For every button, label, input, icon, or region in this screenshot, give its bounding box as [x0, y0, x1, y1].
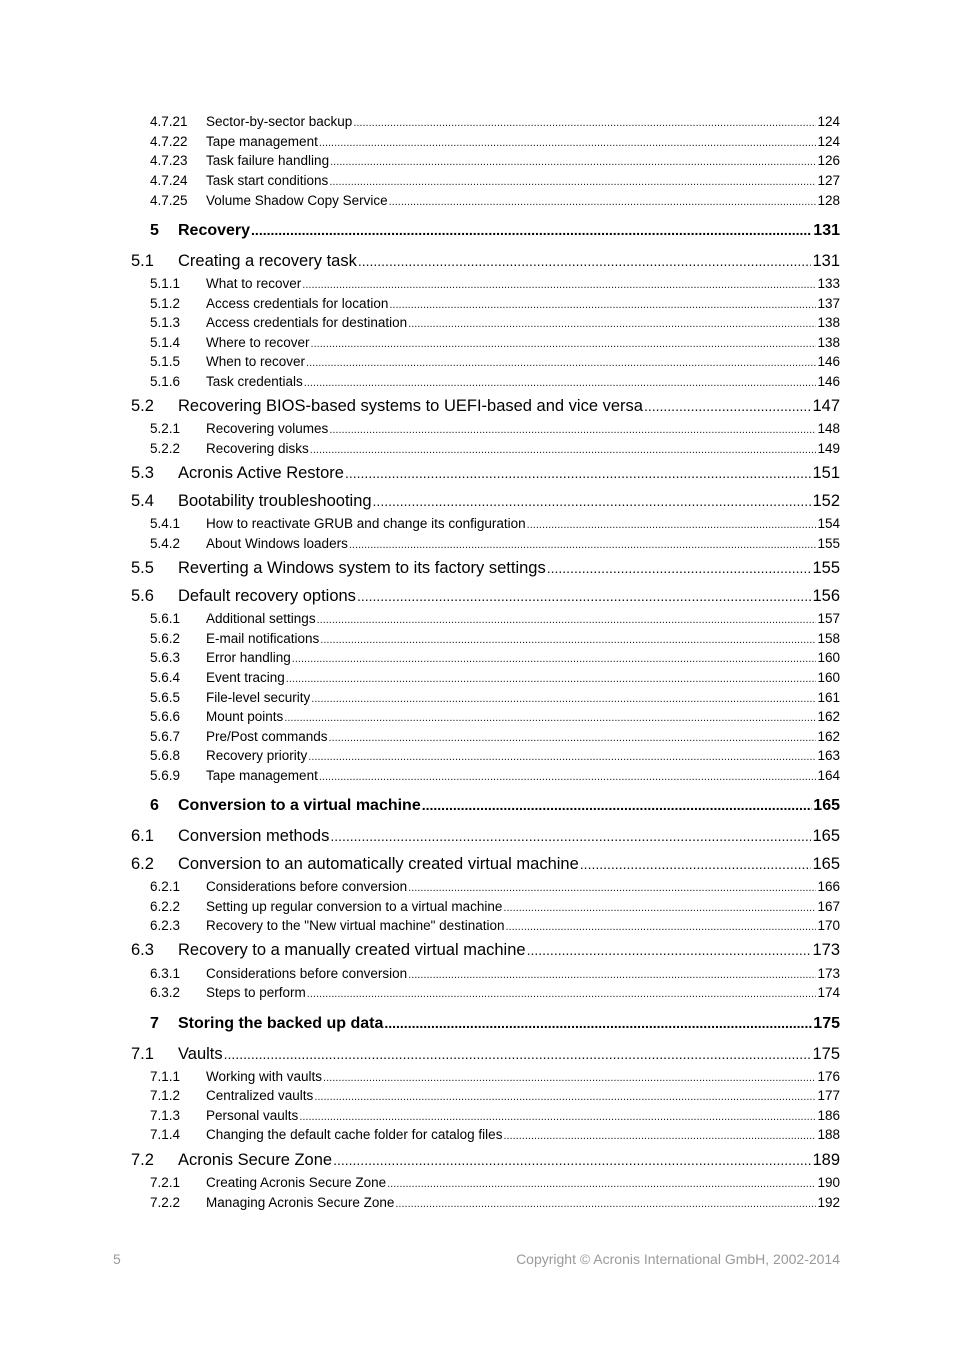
toc-dot-leader	[304, 377, 817, 389]
toc-entry-page: 164	[817, 768, 840, 783]
toc-entry-title: Bootability troubleshooting	[178, 492, 372, 510]
toc-subsection-entry[interactable]	[150, 918, 840, 938]
toc-entry-title: Creating a recovery task	[178, 252, 357, 270]
toc-dot-leader	[320, 634, 816, 646]
toc-subsection-entry[interactable]	[150, 709, 840, 729]
toc-dot-leader	[422, 797, 813, 813]
toc-dot-leader	[306, 357, 816, 369]
toc-entry-number: 5.5	[131, 559, 178, 578]
toc-entry-number: 4.7.25	[150, 193, 206, 208]
toc-entry-title: Reverting a Windows system to its factory settings	[178, 559, 546, 577]
toc-entry-number: 4.7.21	[150, 114, 206, 129]
toc-entry-page: 175	[812, 1045, 840, 1063]
toc-subsection-entry[interactable]	[150, 1175, 840, 1195]
toc-entry-title: Mount points	[206, 709, 284, 724]
toc-entry-page: 147	[812, 397, 840, 415]
toc-entry-page: 175	[813, 1015, 840, 1032]
toc-entry-page: 165	[813, 797, 840, 814]
toc-entry-number: 5.1.4	[150, 335, 206, 350]
toc-entry-page: 190	[817, 1175, 840, 1190]
toc-entry-page: 151	[812, 464, 840, 482]
toc-entry-title: Tape management	[206, 134, 318, 149]
toc-dot-leader	[323, 1072, 816, 1084]
toc-entry-page: 161	[817, 690, 840, 705]
toc-entry-title: Changing the default cache folder for catalog files	[206, 1127, 503, 1142]
toc-entry-page: 146	[817, 374, 840, 389]
toc-dot-leader	[302, 279, 816, 291]
toc-dot-leader	[319, 137, 817, 149]
toc-entry-title: Sector-by-sector backup	[206, 114, 353, 129]
toc-entry-title: Where to recover	[206, 335, 310, 350]
toc-subsection-entry[interactable]	[150, 441, 840, 461]
toc-chapter-entry[interactable]	[150, 222, 840, 246]
toc-entry-page: 165	[812, 855, 840, 873]
toc-entry-page: 173	[817, 966, 840, 981]
toc-entry-title: File-level security	[206, 690, 311, 705]
toc-subsection-entry[interactable]	[150, 748, 840, 768]
toc-entry-page: 166	[817, 879, 840, 894]
toc-entry-page: 152	[812, 492, 840, 510]
toc-entry-number: 7.2	[131, 1151, 178, 1170]
toc-entry-page: 167	[817, 899, 840, 914]
toc-subsection-entry[interactable]	[150, 966, 840, 986]
toc-dot-leader	[527, 942, 812, 958]
toc-entry-title: Pre/Post commands	[206, 729, 328, 744]
toc-entry-page: 154	[817, 516, 840, 531]
toc-dot-leader	[353, 117, 816, 129]
toc-entry-number: 5.3	[131, 464, 178, 483]
toc-entry-title: Conversion to a virtual machine	[178, 797, 421, 814]
toc-dot-leader	[286, 673, 817, 685]
toc-entry-number: 6.2.1	[150, 879, 206, 894]
toc-dot-leader	[408, 969, 816, 981]
toc-subsection-entry[interactable]	[150, 650, 840, 670]
toc-entry-number: 5.2.2	[150, 441, 206, 456]
toc-entry-page: 165	[812, 827, 840, 845]
toc-entry-page: 128	[817, 193, 840, 208]
toc-dot-leader	[345, 465, 811, 481]
toc-subsection-entry[interactable]	[150, 729, 840, 749]
toc-entry-title: E-mail notifications	[206, 631, 320, 646]
toc-entry-number: 6.2.3	[150, 918, 206, 933]
toc-subsection-entry[interactable]	[150, 516, 840, 536]
toc-section-entry[interactable]	[131, 252, 840, 276]
toc-entry-page: 131	[812, 252, 840, 270]
toc-entry-page: 160	[817, 650, 840, 665]
toc-dot-leader	[314, 1091, 816, 1103]
toc-entry-number: 7	[150, 1015, 178, 1033]
toc-entry-page: 149	[817, 441, 840, 456]
toc-dot-leader	[310, 444, 817, 456]
toc-entry-title: Managing Acronis Secure Zone	[206, 1195, 395, 1210]
toc-dot-leader	[358, 253, 812, 269]
toc-entry-title: Task failure handling	[206, 153, 330, 168]
toc-entry-number: 5.1.1	[150, 276, 206, 291]
toc-entry-number: 5.1.6	[150, 374, 206, 389]
toc-entry-title: Recovering BIOS-based systems to UEFI-based and vice versa	[178, 397, 643, 415]
toc-entry-title: Volume Shadow Copy Service	[206, 193, 388, 208]
toc-dot-leader	[547, 560, 812, 576]
toc-dot-leader	[349, 539, 817, 551]
toc-dot-leader	[357, 588, 812, 604]
toc-entry-page: 192	[817, 1195, 840, 1210]
toc-entry-page: 148	[817, 421, 840, 436]
toc-entry-number: 6.2.2	[150, 899, 206, 914]
toc-subsection-entry[interactable]	[150, 1127, 840, 1147]
toc-section-entry[interactable]	[131, 1045, 840, 1069]
toc-entry-number: 4.7.22	[150, 134, 206, 149]
toc-dot-leader	[384, 1015, 812, 1031]
toc-section-entry[interactable]	[131, 397, 840, 421]
toc-dot-leader	[311, 693, 816, 705]
toc-entry-page: 162	[817, 709, 840, 724]
toc-entry-title: Error handling	[206, 650, 291, 665]
toc-entry-page: 155	[812, 559, 840, 577]
toc-dot-leader	[308, 751, 816, 763]
toc-entry-title: Recovering volumes	[206, 421, 329, 436]
toc-dot-leader	[251, 222, 812, 238]
toc-dot-leader	[307, 988, 817, 1000]
toc-entry-title: Access credentials for location	[206, 296, 389, 311]
toc-entry-number: 6.2	[131, 855, 178, 874]
toc-entry-page: 127	[817, 173, 840, 188]
toc-entry-number: 7.1.1	[150, 1069, 206, 1084]
toc-entry-title: Recovery to the "New virtual machine" destination	[206, 918, 505, 933]
toc-subsection-entry[interactable]	[150, 768, 840, 788]
toc-subsection-entry[interactable]	[150, 276, 840, 296]
toc-dot-leader	[389, 196, 817, 208]
toc-entry-number: 5.6.4	[150, 670, 206, 685]
toc-entry-page: 160	[817, 670, 840, 685]
toc-subsection-entry[interactable]	[150, 690, 840, 710]
toc-entry-page: 131	[813, 222, 840, 239]
toc-entry-page: 186	[817, 1108, 840, 1123]
toc-subsection-entry[interactable]	[150, 296, 840, 316]
toc-section-entry[interactable]	[131, 855, 840, 879]
toc-entry-title: Considerations before conversion	[206, 966, 408, 981]
toc-dot-leader	[329, 176, 816, 188]
toc-dot-leader	[317, 614, 817, 626]
toc-entry-title: Vaults	[178, 1045, 223, 1063]
toc-entry-page: 170	[817, 918, 840, 933]
toc-entry-page: 157	[817, 611, 840, 626]
toc-entry-number: 5.1.2	[150, 296, 206, 311]
toc-entry-title: Creating Acronis Secure Zone	[206, 1175, 387, 1190]
toc-entry-title: Recovering disks	[206, 441, 309, 456]
toc-entry-number: 5.6.9	[150, 768, 206, 783]
toc-dot-leader	[299, 1111, 816, 1123]
toc-subsection-entry[interactable]	[150, 335, 840, 355]
toc-entry-page: 158	[817, 631, 840, 646]
toc-entry-number: 6.3	[131, 941, 178, 960]
toc-subsection-entry[interactable]	[150, 631, 840, 651]
toc-subsection-entry[interactable]	[150, 985, 840, 1005]
toc-section-entry[interactable]	[131, 492, 840, 516]
toc-dot-leader	[644, 398, 812, 414]
toc-entry-page: 133	[817, 276, 840, 291]
toc-entry-number: 4.7.23	[150, 153, 206, 168]
toc-dot-leader	[503, 902, 816, 914]
toc-dot-leader	[311, 338, 817, 350]
toc-entry-title: What to recover	[206, 276, 302, 291]
toc-entry-number: 5.6.7	[150, 729, 206, 744]
toc-chapter-entry[interactable]	[150, 797, 840, 821]
toc-subsection-entry[interactable]	[150, 1195, 840, 1215]
toc-entry-title: Additional settings	[206, 611, 316, 626]
toc-section-entry[interactable]	[131, 559, 840, 583]
toc-subsection-entry[interactable]	[150, 354, 840, 374]
toc-entry-number: 7.1.2	[150, 1088, 206, 1103]
toc-dot-leader	[224, 1046, 812, 1062]
toc-entry-page: 138	[817, 315, 840, 330]
toc-entry-title: Storing the backed up data	[178, 1015, 384, 1032]
toc-dot-leader	[408, 318, 816, 330]
toc-subsection-entry[interactable]	[150, 153, 840, 173]
toc-entry-number: 7.1	[131, 1045, 178, 1064]
toc-entry-page: 146	[817, 354, 840, 369]
toc-entry-number: 5.2	[131, 397, 178, 416]
footer-page-number: 5	[113, 1251, 121, 1267]
toc-entry-title: Conversion methods	[178, 827, 330, 845]
toc-entry-page: 177	[817, 1088, 840, 1103]
toc-entry-page: 162	[817, 729, 840, 744]
toc-entry-number: 5.6.2	[150, 631, 206, 646]
toc-section-entry[interactable]	[131, 941, 840, 965]
toc-entry-title: Task credentials	[206, 374, 303, 389]
toc-entry-title: About Windows loaders	[206, 536, 348, 551]
toc-subsection-entry[interactable]	[150, 114, 840, 134]
toc-entry-number: 5.2.1	[150, 421, 206, 436]
toc-entry-title: Setting up regular conversion to a virtual machine	[206, 899, 503, 914]
toc-entry-title: Steps to perform	[206, 985, 306, 1000]
toc-entry-number: 5.4.2	[150, 536, 206, 551]
toc-section-entry[interactable]	[131, 464, 840, 488]
toc-section-entry[interactable]	[131, 1151, 840, 1175]
toc-dot-leader	[319, 771, 817, 783]
toc-entry-number: 5.6.1	[150, 611, 206, 626]
toc-section-entry[interactable]	[131, 827, 840, 851]
toc-subsection-entry[interactable]	[150, 1069, 840, 1089]
toc-entry-number: 7.1.4	[150, 1127, 206, 1142]
toc-entry-number: 5.6.8	[150, 748, 206, 763]
toc-entry-number: 5.4.1	[150, 516, 206, 531]
toc-entry-page: 174	[817, 985, 840, 1000]
toc-subsection-entry[interactable]	[150, 374, 840, 394]
toc-dot-leader	[408, 882, 816, 894]
toc-subsection-entry[interactable]	[150, 670, 840, 690]
toc-subsection-entry[interactable]	[150, 315, 840, 335]
toc-dot-leader	[373, 493, 812, 509]
toc-entry-number: 4.7.24	[150, 173, 206, 188]
toc-entry-page: 155	[817, 536, 840, 551]
toc-entry-page: 138	[817, 335, 840, 350]
toc-entry-title: Recovery to a manually created virtual machine	[178, 941, 526, 959]
toc-dot-leader	[330, 828, 811, 844]
toc-dot-leader	[333, 1152, 811, 1168]
toc-entry-title: Considerations before conversion	[206, 879, 408, 894]
toc-entry-number: 5.6.5	[150, 690, 206, 705]
toc-dot-leader	[329, 424, 816, 436]
toc-entry-number: 6	[150, 797, 178, 815]
toc-entry-title: Personal vaults	[206, 1108, 299, 1123]
toc-entry-page: 124	[817, 134, 840, 149]
toc-entry-page: 124	[817, 114, 840, 129]
toc-entry-title: Default recovery options	[178, 587, 356, 605]
toc-entry-number: 5.4	[131, 492, 178, 511]
toc-entry-number: 6.3.1	[150, 966, 206, 981]
toc-entry-page: 176	[817, 1069, 840, 1084]
toc-subsection-entry[interactable]	[150, 536, 840, 556]
toc-subsection-entry[interactable]	[150, 1088, 840, 1108]
toc-dot-leader	[395, 1198, 816, 1210]
toc-entry-number: 5.6.3	[150, 650, 206, 665]
toc-subsection-entry[interactable]	[150, 611, 840, 631]
toc-entry-number: 7.2.1	[150, 1175, 206, 1190]
toc-entry-number: 7.2.2	[150, 1195, 206, 1210]
toc-dot-leader	[389, 299, 816, 311]
toc-entry-number: 5.6.6	[150, 709, 206, 724]
toc-entry-page: 137	[817, 296, 840, 311]
toc-entry-title: Tape management	[206, 768, 318, 783]
toc-entry-page: 188	[817, 1127, 840, 1142]
footer-copyright: Copyright © Acronis International GmbH, 2002-2014	[516, 1251, 840, 1267]
toc-entry-title: How to reactivate GRUB and change its configuration	[206, 516, 526, 531]
toc-dot-leader	[330, 156, 816, 168]
toc-entry-title: Working with vaults	[206, 1069, 323, 1084]
toc-entry-number: 6.3.2	[150, 985, 206, 1000]
toc-entry-number: 5.1.5	[150, 354, 206, 369]
toc-section-entry[interactable]	[131, 587, 840, 611]
toc-subsection-entry[interactable]	[150, 879, 840, 899]
toc-dot-leader	[284, 712, 816, 724]
toc-entry-title: Acronis Secure Zone	[178, 1151, 333, 1169]
toc-entry-page: 173	[812, 941, 840, 959]
toc-dot-leader	[505, 921, 816, 933]
toc-entry-page: 126	[817, 153, 840, 168]
toc-entry-title: Recovery	[178, 222, 251, 239]
toc-entry-title: Recovery priority	[206, 748, 308, 763]
toc-subsection-entry[interactable]	[150, 421, 840, 441]
toc-entry-title: Centralized vaults	[206, 1088, 314, 1103]
toc-subsection-entry[interactable]	[150, 899, 840, 919]
toc-dot-leader	[329, 732, 817, 744]
toc-subsection-entry[interactable]	[150, 1108, 840, 1128]
toc-entry-number: 5	[150, 222, 178, 240]
toc-subsection-entry[interactable]	[150, 193, 840, 213]
toc-dot-leader	[527, 519, 817, 531]
toc-dot-leader	[387, 1178, 816, 1190]
toc-entry-title: Task start conditions	[206, 173, 329, 188]
toc-entry-title: Event tracing	[206, 670, 285, 685]
toc-subsection-entry[interactable]	[150, 134, 840, 154]
toc-entry-number: 6.1	[131, 827, 178, 846]
toc-chapter-entry[interactable]	[150, 1015, 840, 1039]
toc-entry-number: 7.1.3	[150, 1108, 206, 1123]
toc-entry-number: 5.6	[131, 587, 178, 606]
toc-entry-title: Acronis Active Restore	[178, 464, 344, 482]
toc-entry-page: 163	[817, 748, 840, 763]
toc-entry-page: 189	[812, 1151, 840, 1169]
toc-entry-page: 156	[812, 587, 840, 605]
toc-entry-number: 5.1.3	[150, 315, 206, 330]
toc-entry-title: Conversion to an automatically created virtual machine	[178, 855, 579, 873]
toc-dot-leader	[503, 1130, 816, 1142]
toc-entry-number: 5.1	[131, 252, 178, 271]
toc-subsection-entry[interactable]	[150, 173, 840, 193]
toc-entry-title: When to recover	[206, 354, 306, 369]
toc-dot-leader	[580, 856, 812, 872]
toc-dot-leader	[292, 653, 817, 665]
toc-entry-title: Access credentials for destination	[206, 315, 408, 330]
